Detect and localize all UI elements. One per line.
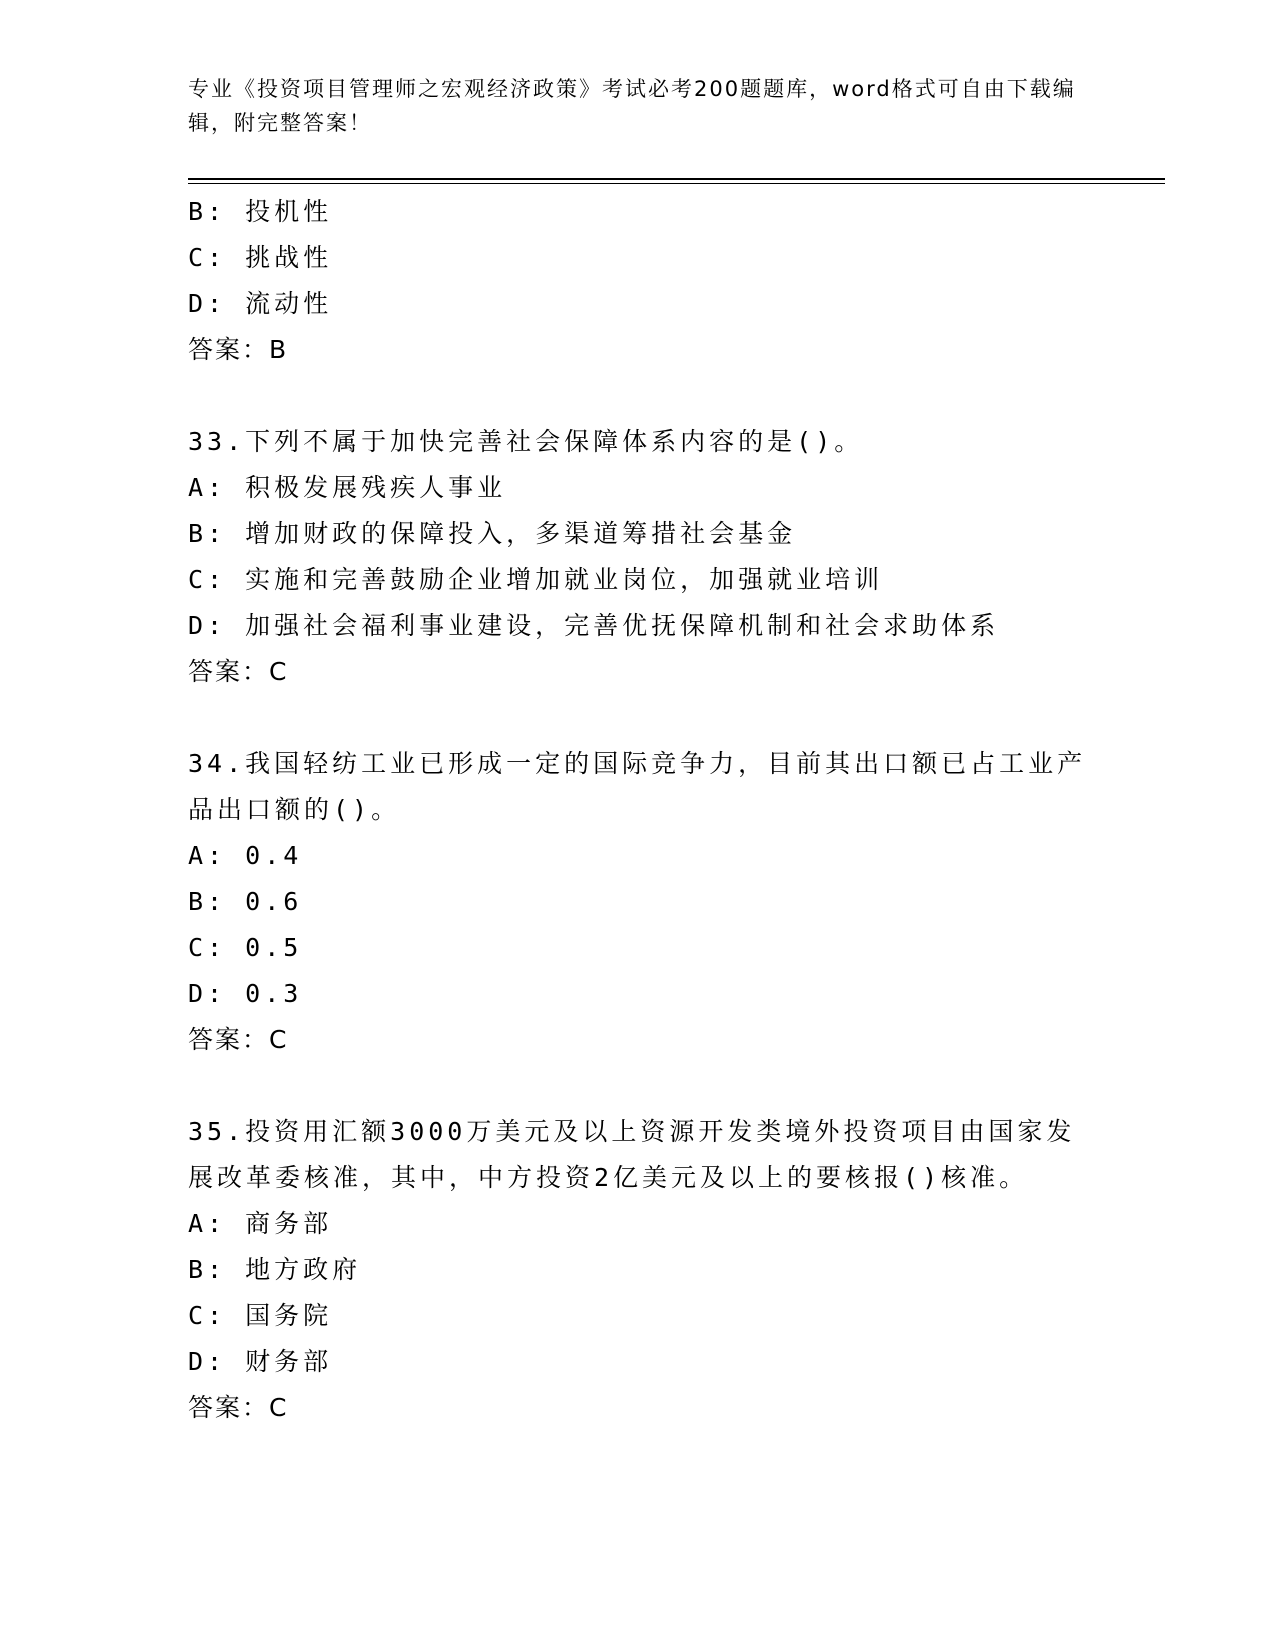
option-a: A: 0.4 — [188, 841, 303, 870]
header-rule-thin — [188, 183, 1165, 184]
question-stem: 34.我国轻纺工业已形成一定的国际竞争力，目前其出口额已占工业产品出口额的()。 — [188, 749, 1087, 824]
option-d: D: 加强社会福利事业建设，完善优抚保障机制和社会求助体系 — [188, 611, 1000, 640]
header-rule-thick — [188, 178, 1165, 180]
option-b: B: 增加财政的保障投入，多渠道筹措社会基金 — [188, 519, 797, 548]
answer-line: 答案：B — [188, 335, 289, 364]
option-c: C: 国务院 — [188, 1301, 333, 1330]
option-d: D: 流动性 — [188, 289, 333, 318]
question-block-35 — [188, 1109, 1088, 1431]
question-block-34 — [188, 741, 1088, 1063]
option-d: D: 财务部 — [188, 1347, 333, 1376]
option-a: A: 积极发展残疾人事业 — [188, 473, 507, 502]
option-c: C: 实施和完善鼓励企业增加就业岗位，加强就业培训 — [188, 565, 884, 594]
question-stem: 35.投资用汇额3000万美元及以上资源开发类境外投资项目由国家发展改革委核准，其中，中方投资2亿美元及以上的要核报()核准。 — [188, 1117, 1076, 1192]
question-list — [188, 189, 1088, 1431]
option-d: D: 0.3 — [188, 979, 303, 1008]
question-stem: 33.下列不属于加快完善社会保障体系内容的是()。 — [188, 427, 864, 456]
document-header: 专业《投资项目管理师之宏观经济政策》考试必考200题题库，word格式可自由下载编辑，附完整答案！ — [188, 77, 1076, 135]
question-block-33 — [188, 419, 1088, 695]
answer-line: 答案：C — [188, 657, 289, 686]
option-b: B: 地方政府 — [188, 1255, 362, 1284]
option-b: B: 0.6 — [188, 887, 303, 916]
option-c: C: 挑战性 — [188, 243, 333, 272]
answer-line: 答案：C — [188, 1393, 289, 1422]
option-c: C: 0.5 — [188, 933, 303, 962]
option-b: B: 投机性 — [188, 197, 333, 226]
question-block-prev — [188, 189, 1088, 373]
answer-line: 答案：C — [188, 1025, 289, 1054]
option-a: A: 商务部 — [188, 1209, 333, 1238]
